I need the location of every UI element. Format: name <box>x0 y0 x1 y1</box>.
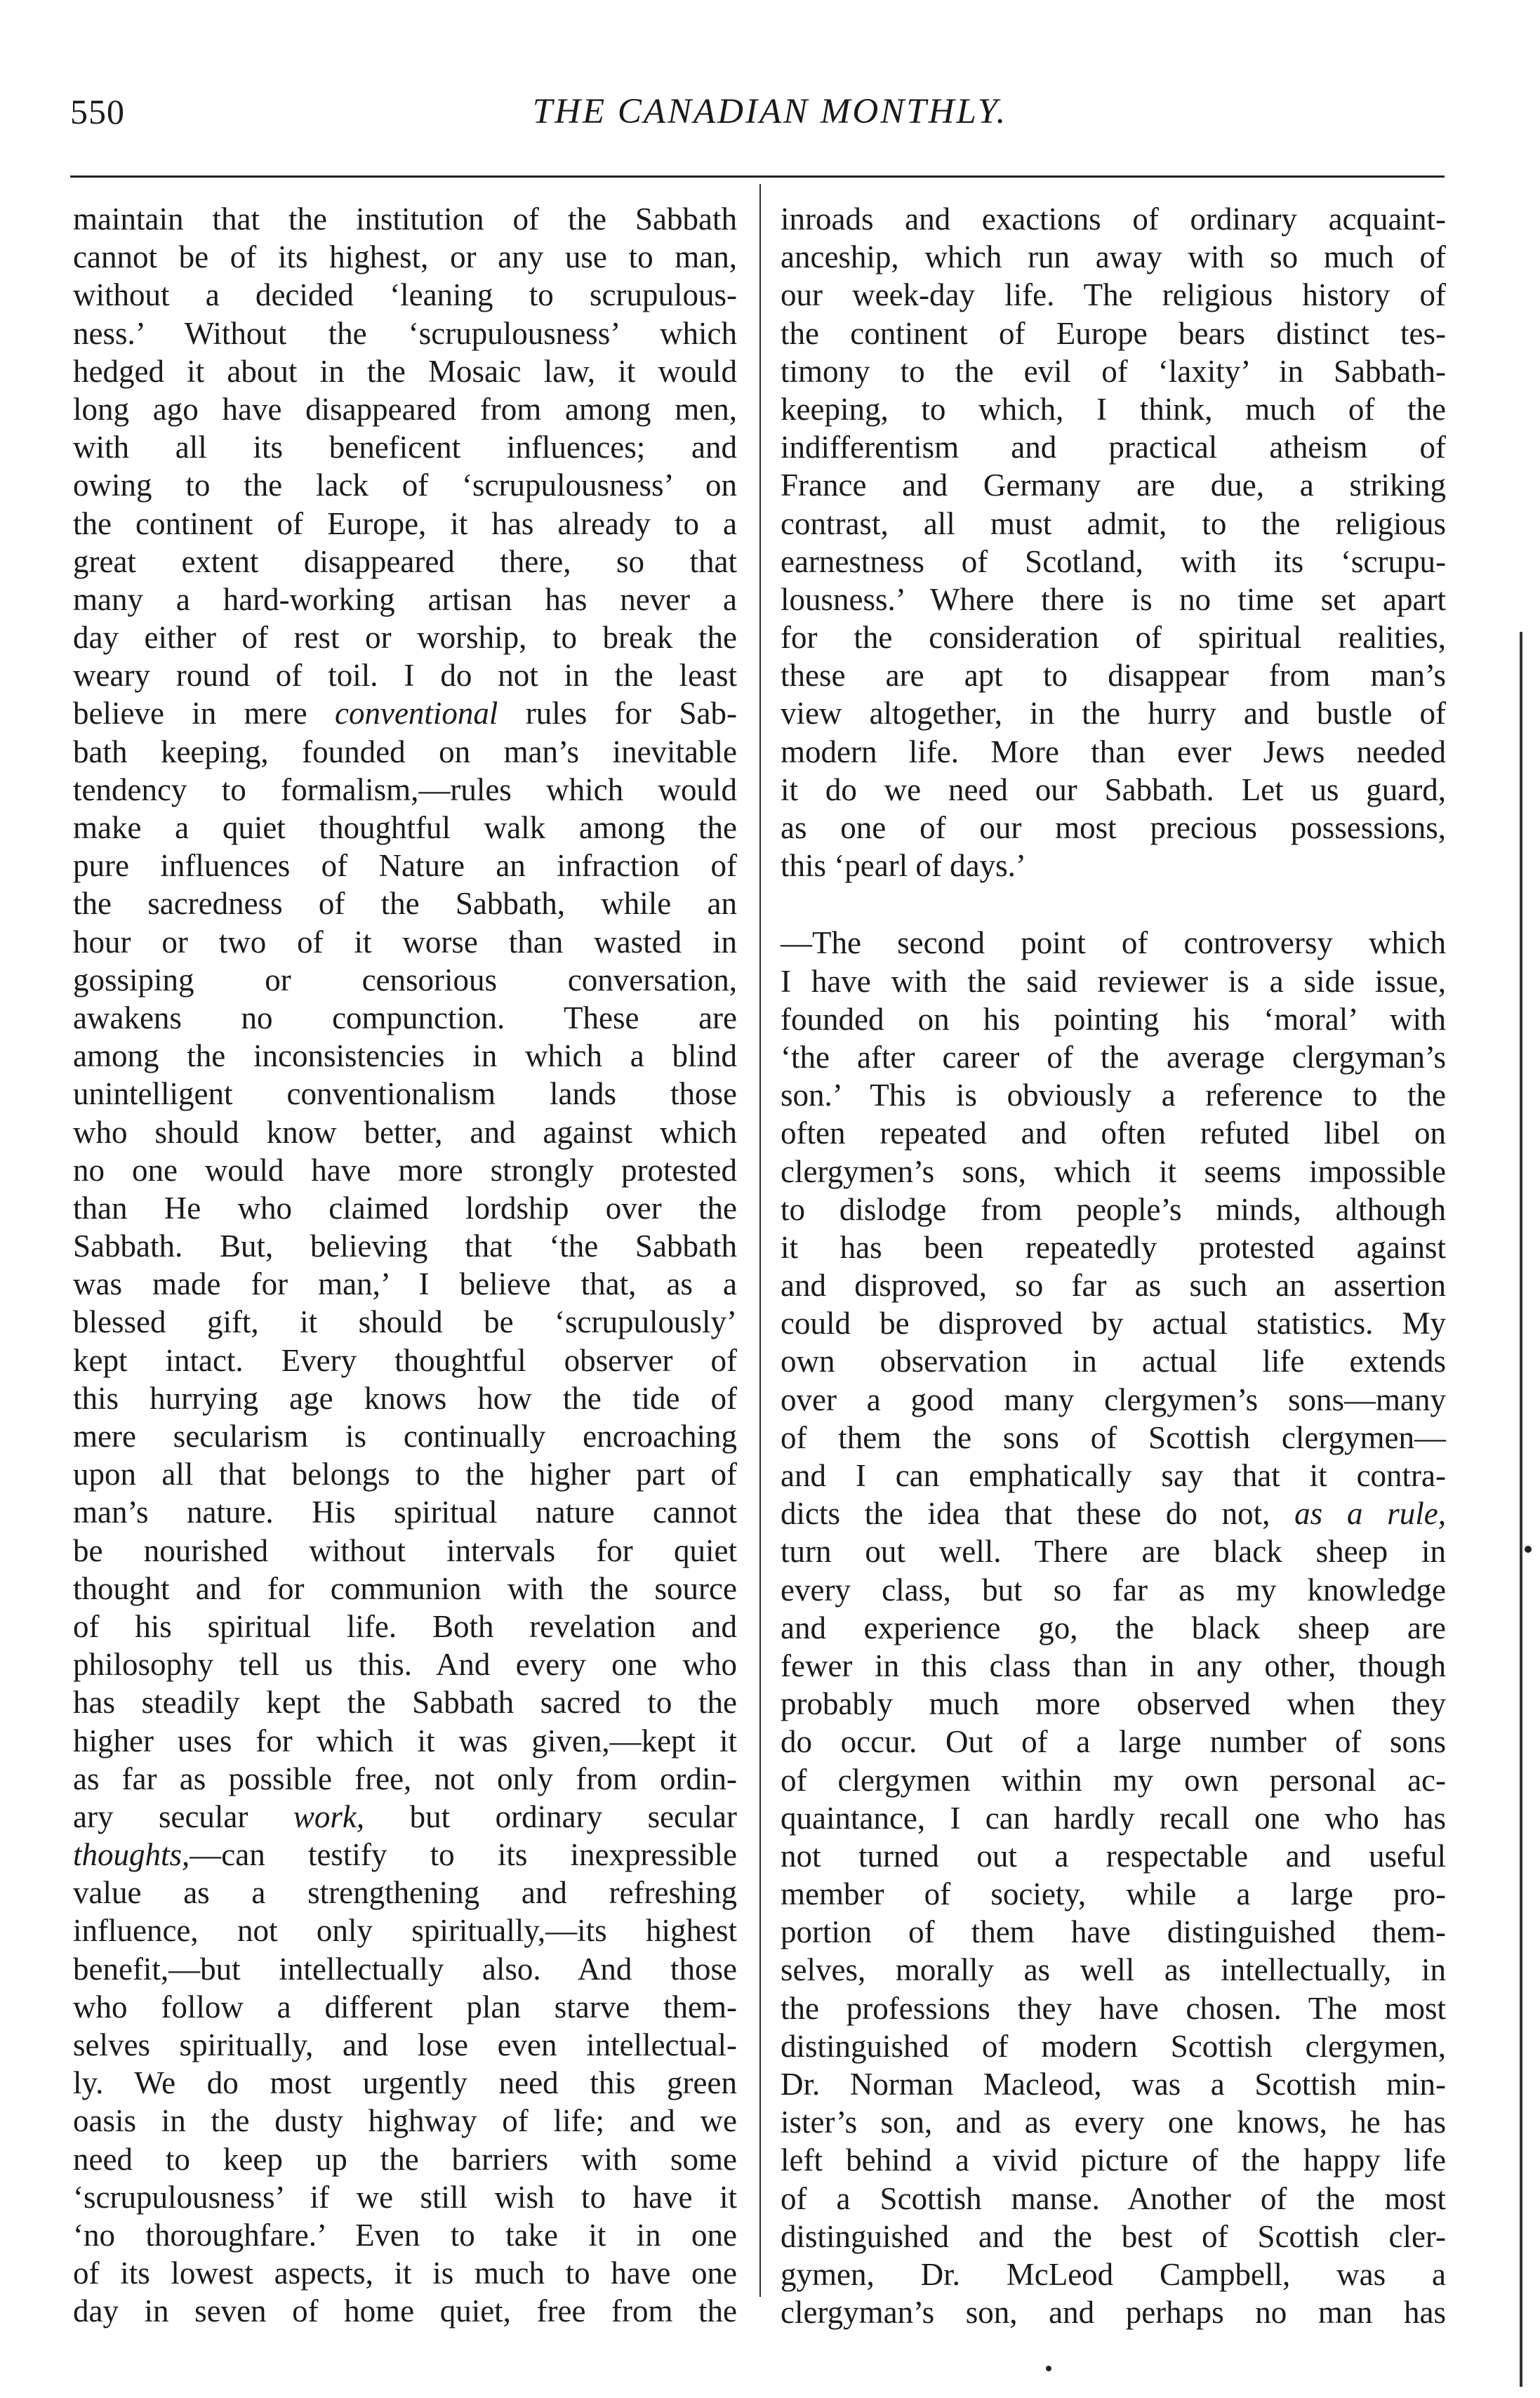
text-line: great extent disappeared there, so that <box>73 543 737 579</box>
scan-speck <box>1046 2366 1051 2371</box>
text-line: do occur. Out of a large number of sons <box>781 1724 1446 1760</box>
text-line: of them the sons of Scottish clergymen— <box>781 1419 1446 1455</box>
text-line: I have with the said reviewer is a side issue, <box>781 963 1446 999</box>
text-line: upon all that belongs to the higher part of <box>73 1457 737 1492</box>
text-line: philosophy tell us this. And every one who <box>73 1647 737 1683</box>
text-line: awakens no compunction. These are <box>73 1000 737 1035</box>
text-line: ly. We do most urgently need this green <box>73 2065 737 2101</box>
text-line: Dr. Norman Macleod, was a Scottish min- <box>781 2067 1446 2102</box>
text-line: thought and for communion with the source <box>73 1570 737 1606</box>
text-line: and disproved, so far as such an assertion <box>781 1268 1446 1304</box>
text-line: has steadily kept the Sabbath sacred to the <box>73 1685 737 1721</box>
text-line: selves spiritually, and lose even intellectual- <box>73 2027 737 2062</box>
text-line: probably much more observed when they <box>781 1686 1446 1722</box>
text-line: quaintance, I can hardly recall one who has <box>781 1800 1446 1836</box>
text-line: value as a strengthening and refreshing <box>73 1875 737 1911</box>
text-line: oasis in the dusty highway of life; and we <box>73 2103 737 2139</box>
text-line: inroads and exactions of ordinary acquaint- <box>781 201 1446 237</box>
text-line: ‘the after career of the average clergyman’s <box>781 1039 1446 1075</box>
text-line: with all its beneficent influences; and <box>73 430 737 465</box>
text-line: pure influences of Nature an infraction of <box>73 848 737 884</box>
text-line: member of society, while a large pro- <box>781 1876 1446 1912</box>
text-line: left behind a vivid picture of the happy life <box>781 2142 1446 2178</box>
text-line: of his spiritual life. Both revelation and <box>73 1608 737 1644</box>
text-line: for the consideration of spiritual realities, <box>781 620 1446 656</box>
text-line: man’s nature. His spiritual nature cannot <box>73 1495 737 1530</box>
text-line: as one of our most precious possessions, <box>781 810 1446 845</box>
text-line: of a Scottish manse. Another of the most <box>781 2180 1446 2216</box>
text-line: kept intact. Every thoughtful observer of <box>73 1342 737 1378</box>
text-line: the continent of Europe bears distinct tes- <box>781 315 1446 351</box>
text-line: could be disproved by actual statistics. My <box>781 1306 1446 1342</box>
text-line: France and Germany are due, a striking <box>781 468 1446 503</box>
text-line: maintain that the institution of the Sabbath <box>73 201 737 237</box>
text-line: keeping, to which, I think, much of the <box>781 391 1446 427</box>
text-line: ister’s son, and as every one knows, he has <box>781 2105 1446 2140</box>
text-line: lousness.’ Where there is no time set apart <box>781 581 1446 617</box>
text-line: and I can emphatically say that it contra- <box>781 1458 1446 1493</box>
text-line: often repeated and often refuted libel on <box>781 1115 1446 1151</box>
text-line: benefit,—but intellectually also. And those <box>73 1951 737 1987</box>
text-line: anceship, which run away with so much of <box>781 239 1446 275</box>
text-line: no one would have more strongly protested <box>73 1152 737 1188</box>
running-head: THE CANADIAN MONTHLY. <box>532 92 1008 131</box>
text-line: thoughts,—can testify to its inexpressible <box>73 1837 737 1873</box>
text-line: gymen, Dr. McLeod Campbell, was a <box>781 2256 1446 2292</box>
text-line: timony to the evil of ‘laxity’ in Sabbath- <box>781 353 1446 389</box>
text-line: as far as possible free, not only from ordin- <box>73 1761 737 1796</box>
text-line: believe in mere conventional rules for Sab- <box>73 696 737 731</box>
text-line: ‘no thoroughfare.’ Even to take it in one <box>73 2217 737 2253</box>
text-line: and experience go, the black sheep are <box>781 1610 1446 1645</box>
text-line: own observation in actual life extends <box>781 1344 1446 1379</box>
text-line: among the inconsistencies in which a blind <box>73 1038 737 1074</box>
text-line: without a decided ‘leaning to scrupulous- <box>73 277 737 313</box>
text-line: who should know better, and against which <box>73 1114 737 1150</box>
page-number: 550 <box>70 92 125 131</box>
text-line: of its lowest aspects, it is much to have one <box>73 2255 737 2291</box>
scan-speck <box>1525 1546 1532 1553</box>
text-line: need to keep up the barriers with some <box>73 2141 737 2177</box>
text-line: ary secular work, but ordinary secular <box>73 1798 737 1834</box>
text-line: mere secularism is continually encroaching <box>73 1419 737 1454</box>
text-line: to dislodge from people’s minds, although <box>781 1191 1446 1227</box>
text-line: owing to the lack of ‘scrupulousness’ on <box>73 468 737 503</box>
text-line: clergymen’s sons, which it seems impossible <box>781 1153 1446 1189</box>
text-line: unintelligent conventionalism lands those <box>73 1076 737 1112</box>
text-line: contrast, all must admit, to the religious <box>781 505 1446 541</box>
text-line: modern life. More than ever Jews needed <box>781 734 1446 769</box>
text-line: distinguished and the best of Scottish cler- <box>781 2218 1446 2254</box>
text-line: son.’ This is obviously a reference to the <box>781 1078 1446 1113</box>
column-divider <box>759 184 761 2297</box>
text-line: Sabbath. But, believing that ‘the Sabbath <box>73 1228 737 1264</box>
text-line: of clergymen within my own personal ac- <box>781 1762 1446 1798</box>
text-line: bath keeping, founded on man’s inevitable <box>73 734 737 769</box>
text-line: ness.’ Without the ‘scrupulousness’ which <box>73 315 737 351</box>
text-line: these are apt to disappear from man’s <box>781 658 1446 694</box>
header-rule <box>70 175 1445 178</box>
text-line: this ‘pearl of days.’ <box>781 848 1026 884</box>
text-line: the sacredness of the Sabbath, while an <box>73 886 737 922</box>
text-line: higher uses for which it was given,—kept it <box>73 1723 737 1758</box>
text-line: turn out well. There are black sheep in <box>781 1534 1446 1570</box>
text-line: the continent of Europe, it has already to a <box>73 505 737 541</box>
text-line: hedged it about in the Mosaic law, it would <box>73 353 737 389</box>
text-line: selves, morally as well as intellectually, in <box>781 1952 1446 1988</box>
text-line: this hurrying age knows how the tide of <box>73 1380 737 1416</box>
text-line: view altogether, in the hurry and bustle of <box>781 696 1446 731</box>
text-line: influence, not only spiritually,—its highest <box>73 1913 737 1949</box>
text-line: not turned out a respectable and useful <box>781 1838 1446 1874</box>
text-line: clergyman’s son, and perhaps no man has <box>781 2295 1446 2331</box>
text-line: —The second point of controversy which <box>781 925 1446 961</box>
text-line: indifferentism and practical atheism of <box>781 430 1446 465</box>
text-line: day either of rest or worship, to break the <box>73 620 737 656</box>
text-line: it do we need our Sabbath. Let us guard, <box>781 771 1446 807</box>
page-edge-shadow <box>1520 632 1522 2387</box>
text-line: be nourished without intervals for quiet <box>73 1532 737 1568</box>
text-line: was made for man,’ I believe that, as a <box>73 1266 737 1302</box>
text-line: ‘scrupulousness’ if we still wish to have it <box>73 2179 737 2215</box>
text-line: than He who claimed lordship over the <box>73 1190 737 1226</box>
paragraph-gap <box>781 885 1446 924</box>
text-line: long ago have disappeared from among men, <box>73 391 737 427</box>
text-line: every class, but so far as my knowledge <box>781 1572 1446 1608</box>
text-line: tendency to formalism,—rules which would <box>73 771 737 807</box>
text-line: hour or two of it worse than wasted in <box>73 924 737 960</box>
text-line: blessed gift, it should be ‘scrupulously’ <box>73 1304 737 1340</box>
text-line: who follow a different plan starve them- <box>73 1989 737 2025</box>
text-line: weary round of toil. I do not in the least <box>73 658 737 694</box>
text-line: it has been repeatedly protested against <box>781 1229 1446 1265</box>
text-line: cannot be of its highest, or any use to man, <box>73 239 737 275</box>
text-line: portion of them have distinguished them- <box>781 1914 1446 1950</box>
text-line: gossiping or censorious conversation, <box>73 962 737 998</box>
text-line: the professions they have chosen. The most <box>781 1990 1446 2026</box>
text-line: founded on his pointing his ‘moral’ with <box>781 1001 1446 1037</box>
text-line: dicts the idea that these do not, as a rule, <box>781 1496 1447 1532</box>
text-line: distinguished of modern Scottish clergymen, <box>781 2028 1446 2064</box>
text-line: earnestness of Scotland, with its ‘scrupu- <box>781 543 1446 579</box>
text-line: our week-day life. The religious history of <box>781 277 1446 313</box>
right-column <box>781 200 1446 2331</box>
text-line: make a quiet thoughtful walk among the <box>73 810 737 845</box>
left-column <box>73 200 737 2331</box>
text-line: many a hard-working artisan has never a <box>73 581 737 617</box>
text-line: day in seven of home quiet, free from the <box>73 2293 737 2329</box>
text-line: over a good many clergymen’s sons—many <box>781 1382 1446 1417</box>
text-line: fewer in this class than in any other, though <box>781 1648 1446 1683</box>
